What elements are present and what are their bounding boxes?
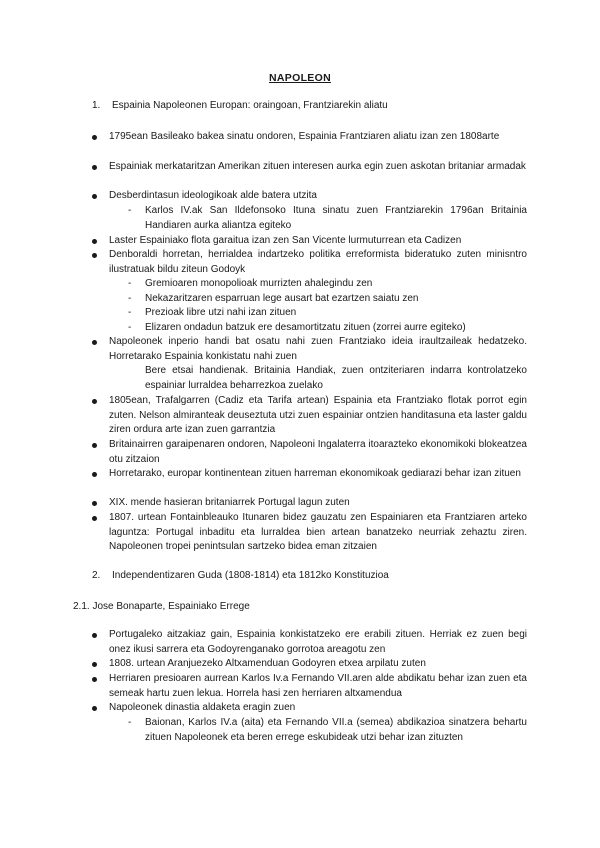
bullet-item [92,438,527,467]
sub-item-text: Nekazaritzaren esparruan lege ausart bat ezartzen saiatu zen [145,293,419,304]
bullet-text: XIX. mende hasieran britaniarrek Portugal lagun zuten [109,497,350,508]
bullet-text: 1807. urtean Fontainbleauko Itunaren bidez gauzatu zen Espainiaren eta Frantziaren arteko laguntza: Portugal inbaditu eta lurraldea bien artean banatzeko neurriak zehaztu ziren. Napoleonen tropei penintsulan sartzeko bidea eman zitzaien [109,512,527,553]
bullet-icon [92,194,97,199]
bullet-item [92,234,527,249]
bullet-text: Herriaren presioaren aurrean Karlos Iv.a Fernando VII.aren alde abdikatu behar izan zuen eta semeak hartu zuen lekua. Horrela hasi zen herriaren altxamendua [109,673,527,699]
sub-item [128,292,527,307]
bullet-text: 1795ean Basileako bakea sinatu ondoren, Espainia Frantziaren aliatu izan zen 1808arte [109,131,500,142]
bullet-item [92,628,527,657]
subsection-heading: 2.1. Jose Bonaparte, Espainiako Errege [73,601,250,612]
bullet-text: Espainiak merkataritzan Amerikan zituen interesen aurka egin zuen askotan britaniar armadak [109,161,526,172]
section-number: 1. [92,100,101,111]
bullet-item [92,160,527,175]
bullet-icon [92,501,97,506]
bullet-item [92,672,527,701]
sub-item-text: Gremioaren monopolioak murrizten ahalegindu zen [145,278,373,289]
sub-item [128,716,527,745]
bullet-text: Desberdintasun ideologikoak alde batera utzita [109,190,317,201]
bullet-icon [92,677,97,682]
bullet-icon [92,340,97,345]
dash-icon: - [128,278,132,289]
bullet-icon [92,662,97,667]
sub-item-text: Prezioak libre utzi nahi izan zituen [145,307,297,318]
bullet-icon [92,706,97,711]
bullet-icon [92,239,97,244]
bullet-icon [92,472,97,477]
bullet-item [92,130,527,145]
bullet-text: Horretarako, europar kontinentean zituen harreman ekonomikoak gediarazi behar izan zituen [109,468,521,479]
bullet-item [92,496,527,511]
bullet-icon [92,443,97,448]
bullet-text: 1808. urtean Aranjuezeko Altxamenduan Godoyren etxea arpilatu zuten [109,658,426,669]
bullet-item [92,248,527,277]
bullet-icon [92,135,97,140]
sub-item [128,277,527,292]
bullet-icon [92,399,97,404]
section-heading-text: Espainia Napoleonen Europan: oraingoan, Frantziarekin aliatu [112,100,388,111]
dash-icon: - [128,293,132,304]
bullet-item [92,701,527,716]
section-heading-text: Independentizaren Guda (1808-1814) eta 1812ko Konstituzioa [112,570,389,581]
sub-item [128,306,527,321]
bullet-icon [92,253,97,258]
bullet-item [92,335,527,364]
indented-paragraph [145,364,527,393]
bullet-text: Britainairren garaipenaren ondoren, Napoleoni Ingalaterra itoarazteko ekonomikoki blokeatzea otu zitzaion [109,439,527,465]
bullet-icon [92,633,97,638]
bullet-text: Portugaleko aitzakiaz gain, Espainia konkistatzeko ere erabili zituen. Herriak ez zuen begi onez ikusi sarrera eta Godoyrenganako gorrotoa areagotu zen [109,629,527,655]
dash-icon: - [128,307,132,318]
bullet-text: Napoleonek dinastia aldaketa eragin zuen [109,702,296,713]
indented-paragraph-text: Bere etsai handienak. Britainia Handiak, zuen ontziteriaren indarra kontrolatzeko espainiar lurraldea beharrezkoa zuelako [145,365,527,391]
sub-item [128,321,527,336]
sub-item [128,204,527,233]
bullet-item [92,511,527,555]
bullet-item [92,657,527,672]
bullet-text: Napoleonek inperio handi bat osatu nahi zuen Frantziako ideia iraultzaileak hedatzeko. Horretarako Espainia konkistatu nahi zuen [109,336,527,362]
dash-icon: - [128,322,132,333]
sub-item-text: Karlos IV.ak San Ildefonsoko Ituna sinatu zuen Frantziarekin 1796an Britainia Handiaren aurka aliantza egiteko [145,205,527,231]
bullet-icon [92,516,97,521]
page-title: NAPOLEON [269,72,331,84]
bullet-text: Laster Espainiako flota garaitua izan zen San Vicente lurmuturrean eta Cadizen [109,235,462,246]
bullet-text: Denboraldi horretan, herrialdea indartzeko politika erreformista bideratuko zuten minisntro ilustratuak bildu ziteun Godoyk [109,249,527,275]
dash-icon: - [128,205,132,216]
bullet-icon [92,165,97,170]
dash-icon: - [128,717,132,728]
bullet-item [92,394,527,438]
bullet-item [92,467,527,482]
bullet-item [92,189,527,204]
bullet-text: 1805ean, Trafalgarren (Cadiz eta Tarifa artean) Espainia eta Frantziako flotak porrot egin zuten. Nelson almiranteak deuseztuta utzi zuen espainiar ontzien handitasuna eta laster galdu ziren ordura arte izan zuen garrantzia [109,395,527,436]
sub-item-text: Elizaren ondadun batzuk ere desamortitzatu zituen (zorrei aurre egiteko) [145,322,466,333]
sub-item-text: Baionan, Karlos IV.a (aita) eta Fernando VII.a (semea) abdikazioa sinatzera behartu zituen Napoleonek eta beren erregе eskubideak utzi behar izan zituzten [145,717,527,743]
section-number: 2. [92,570,101,581]
